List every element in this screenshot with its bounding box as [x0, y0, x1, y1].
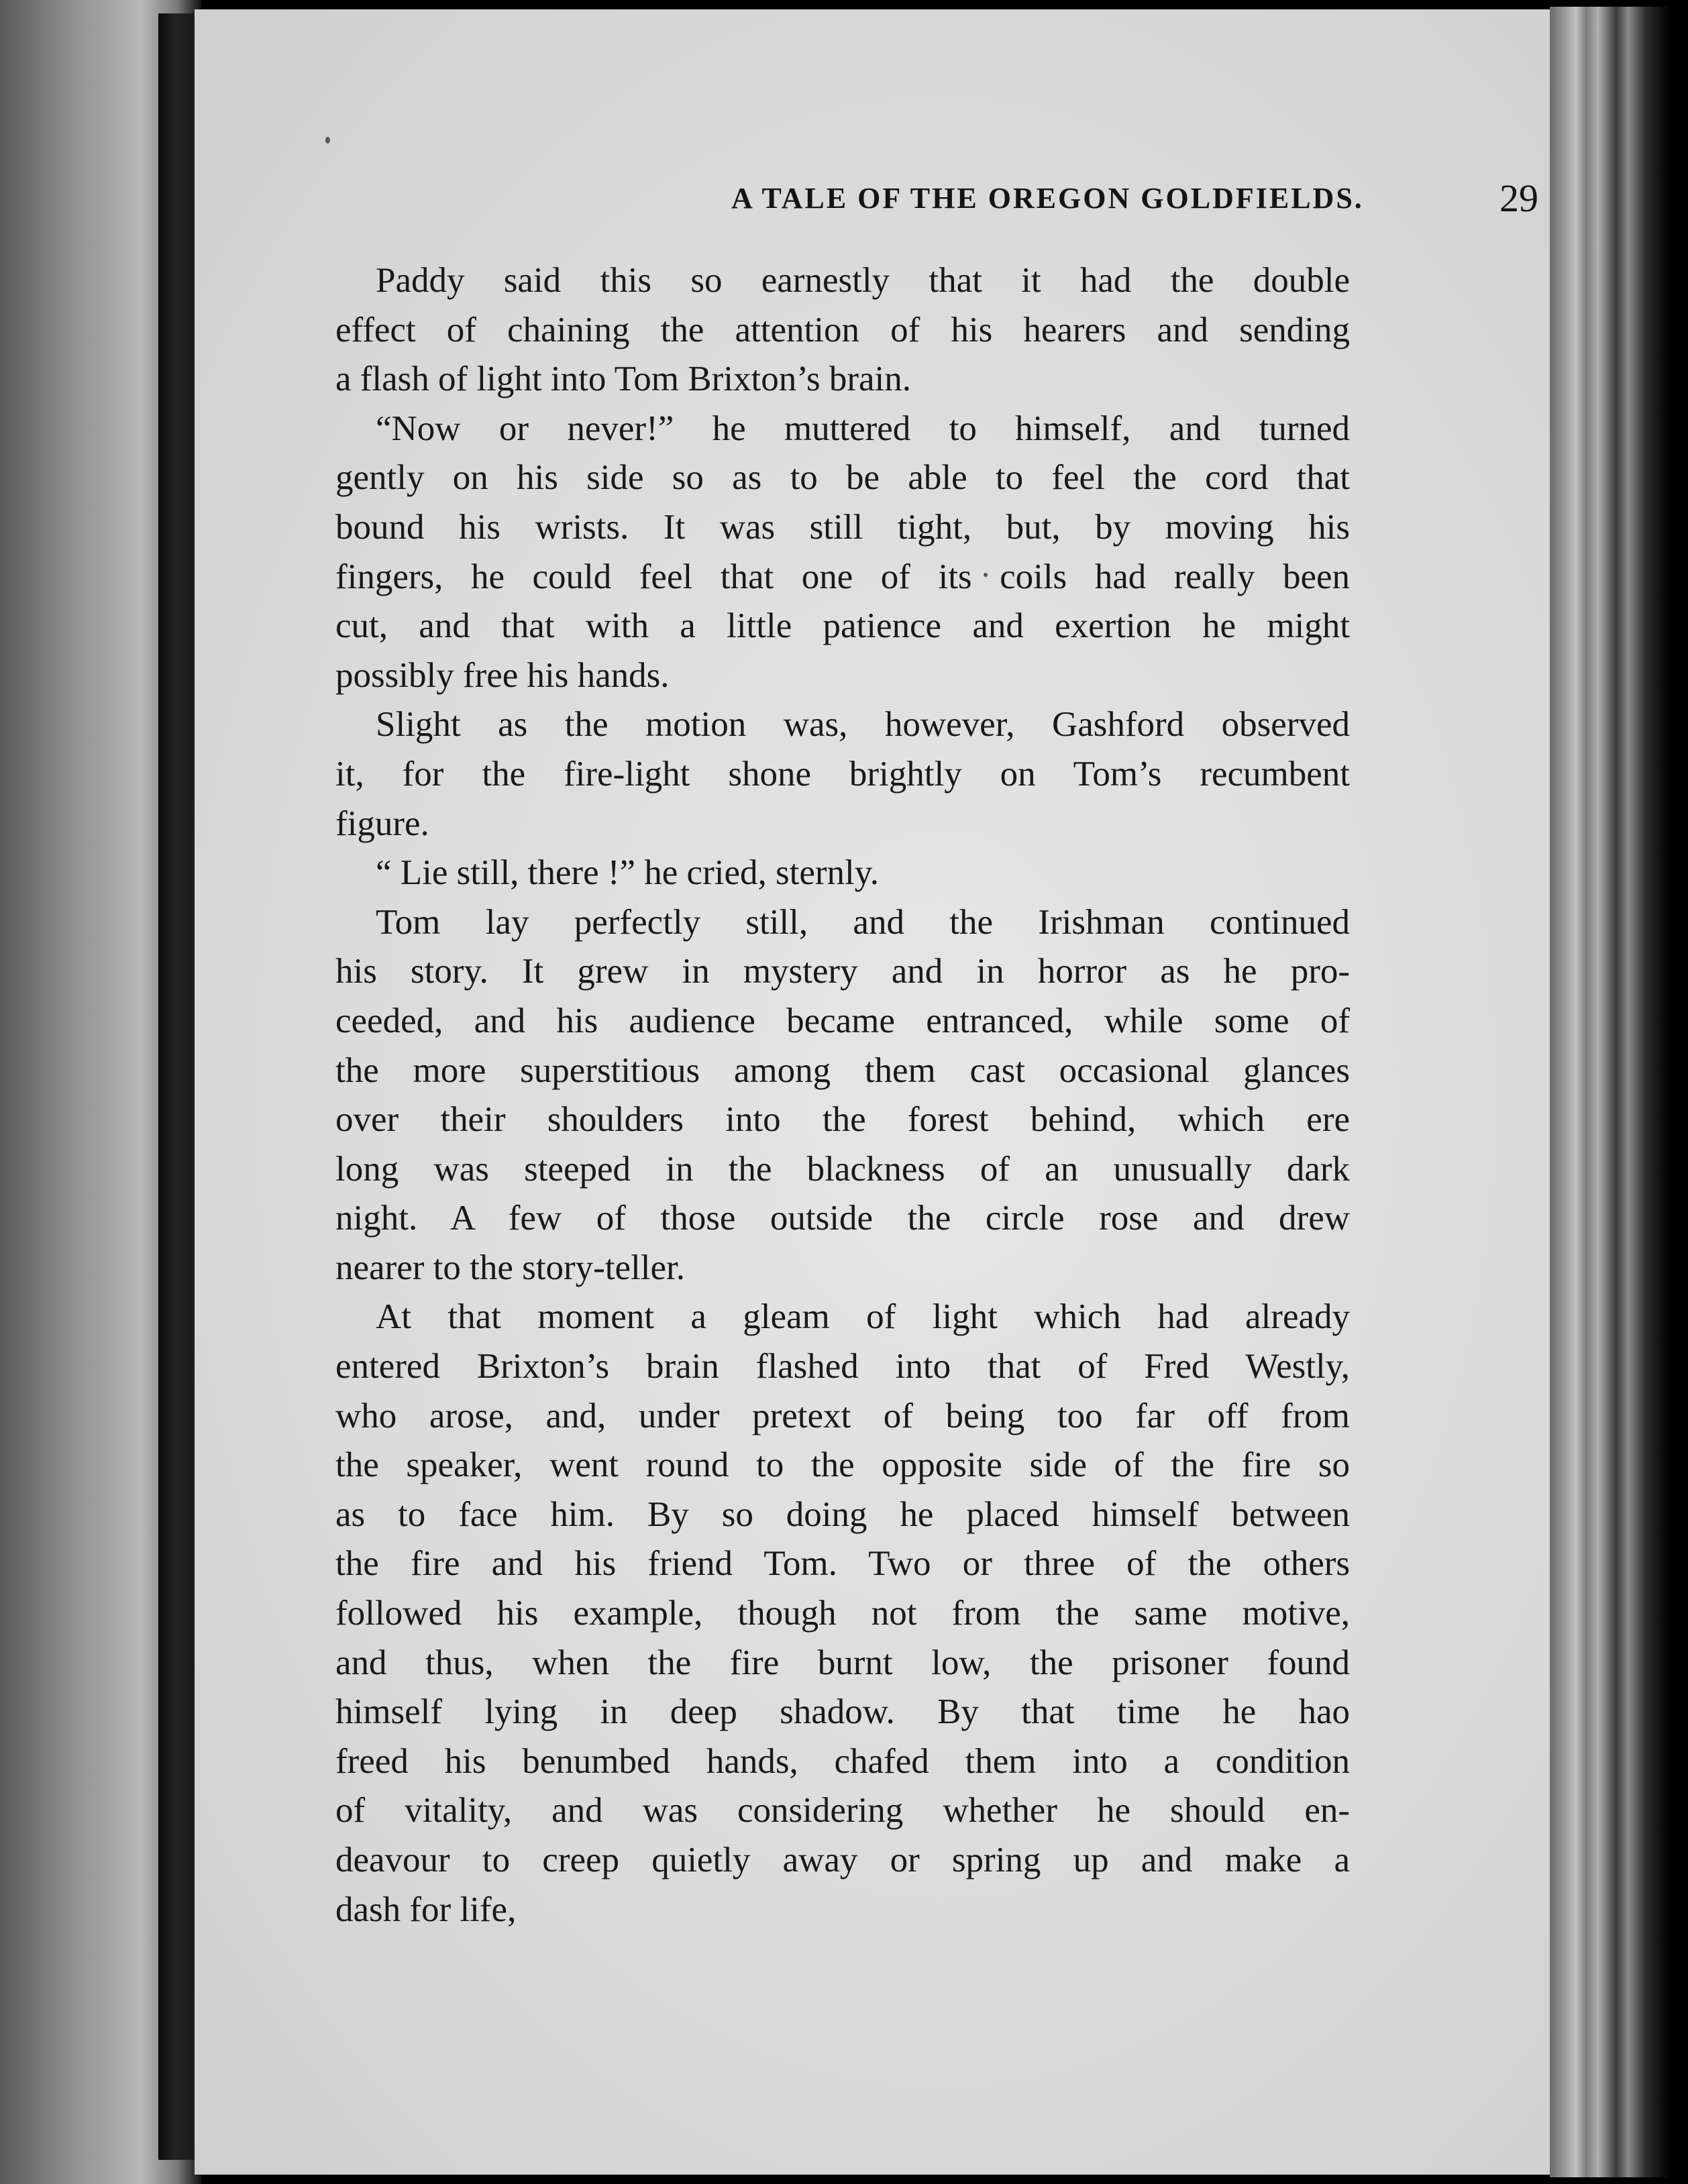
text-line: Tom lay perfectly still, and the Irishman continued: [376, 902, 1350, 942]
text-line: a flash of light into Tom Brixton’s brain.: [335, 360, 911, 399]
paper-speck: [325, 137, 330, 144]
text-line: the more superstitious among them cast occasional glances: [335, 1050, 1350, 1090]
text-line: Slight as the motion was, however, Gashford observed: [376, 705, 1350, 745]
text-line: dash for life,: [335, 1890, 517, 1929]
text-line: cut, and that with a little patience and exertion he might: [335, 606, 1350, 646]
paragraph: [335, 1293, 1350, 1934]
paragraph: [335, 700, 1350, 849]
text-line: possibly free his hands.: [335, 655, 670, 695]
text-line: long was steeped in the blackness of an unusually dark: [335, 1149, 1350, 1189]
paragraph: [335, 256, 1350, 404]
text-line: “Now or never!” he muttered to himself, and turned: [376, 408, 1350, 448]
running-head: [195, 170, 1550, 224]
text-line: the fire and his friend Tom. Two or three of the others: [335, 1544, 1350, 1584]
text-line: night. A few of those outside the circle rose and drew: [335, 1199, 1350, 1238]
paragraph: [335, 898, 1350, 1293]
text-line: who arose, and, under pretext of being too far off from: [335, 1396, 1350, 1435]
page-stack-edge: [1550, 7, 1671, 2177]
text-line: freed his benumbed hands, chafed them into a condition: [335, 1741, 1350, 1781]
text-line: nearer to the story-teller.: [335, 1248, 685, 1287]
text-line: his story. It grew in mystery and in horror as he pro-: [335, 952, 1350, 991]
text-line: Paddy said this so earnestly that it had the double: [376, 261, 1350, 300]
running-head-title: A TALE OF THE OREGON GOLDFIELDS.: [731, 182, 1364, 215]
text-line: deavour to creep quietly away or spring up and make a: [335, 1841, 1350, 1879]
text-line: gently on his side so as to be able to feel the cord that: [335, 458, 1350, 498]
text-line: as to face him. By so doing he placed himself between: [335, 1494, 1350, 1534]
text-line: fingers, he could feel that one of its coils had really been: [335, 557, 1350, 596]
text-line: it, for the fire-light shone brightly on Tom’s recumbent: [335, 754, 1350, 794]
text-line: “ Lie still, there !” he cried, sternly.: [376, 853, 880, 893]
page-number: 29: [1499, 176, 1538, 220]
text-line: followed his example, though not from the same motive,: [335, 1594, 1350, 1633]
text-line: himself lying in deep shadow. By that time he hao: [335, 1692, 1350, 1732]
text-line: figure.: [335, 804, 429, 843]
book-gutter: [158, 13, 199, 2160]
text-line: of vitality, and was considering whether he should en-: [335, 1791, 1350, 1831]
paragraph: [335, 404, 1350, 701]
text-line: the speaker, went round to the opposite side of the fire so: [335, 1445, 1350, 1485]
text-line: bound his wrists. It was still tight, but, by moving his: [335, 507, 1350, 547]
body-text: [335, 256, 1350, 1934]
paragraph: [335, 849, 1350, 898]
text-line: effect of chaining the attention of his hearers and sending: [335, 310, 1350, 349]
text-line: entered Brixton’s brain flashed into that of Fred Westly,: [335, 1347, 1350, 1386]
text-line: ceeded, and his audience became entranced, while some of: [335, 1001, 1350, 1040]
text-line: At that moment a gleam of light which had already: [376, 1297, 1350, 1337]
text-line: over their shoulders into the forest behind, which ere: [335, 1100, 1350, 1140]
text-line: and thus, when the fire burnt low, the prisoner found: [335, 1643, 1350, 1682]
